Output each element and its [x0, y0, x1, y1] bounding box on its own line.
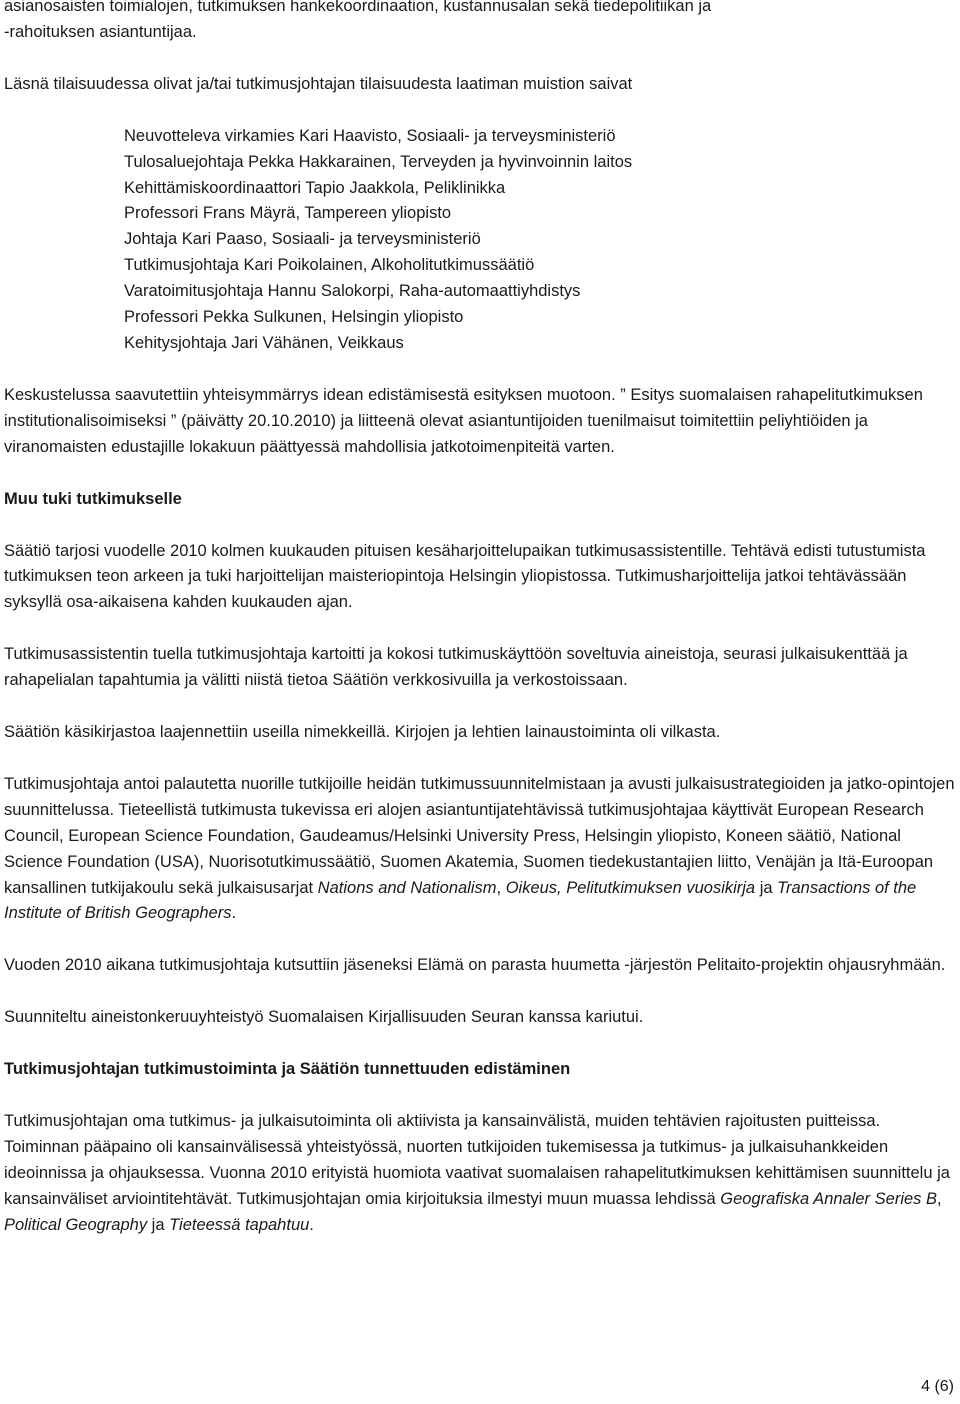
paragraph: Säätiö tarjosi vuodelle 2010 kolmen kuukauden pituisen kesäharjoittelupaikan tutkimusassistentille. Tehtävä edisti tutustumista tutkimuksen teon arkeen ja tuki harjoittelijan maisteriopintoja Helsingin yliopistossa. Tutkimusharjoittelija jatkoi tehtävässään syksyllä osa-aikaisena kahden kuukauden ajan.: [4, 541, 926, 612]
paragraph: Säätiön käsikirjastoa laajennettiin useilla nimekkeillä. Kirjojen ja lehtien lainaustoiminta oli vilkasta.: [4, 723, 721, 742]
discussion-paragraph: Keskustelussa saavutettiin yhteisymmärrys idean edistämisestä esityksen muotoon. ” Esitys suomalaisen rahapelitutkimuksen institutionalisoimiseksi ” (päivätty 20.10.2010) ja liitteenä olevat asiantuntijoiden tuenilmaisut toimitettiin peliyhtiöiden ja viranomaisten edustajille lokakuun päättyessä mahdollisia jatkotoimenpiteitä varten.: [4, 385, 923, 456]
attendee-item: Tulosaluejohtaja Pekka Hakkarainen, Terveyden ja hyvinvoinnin laitos: [124, 152, 633, 171]
intro-line-2: -rahoituksen asiantuntijaa.: [4, 22, 197, 41]
attendee-item: Kehittämiskoordinaattori Tapio Jaakkola, Peliklinikka: [124, 178, 506, 197]
journal-title: Political Geography: [4, 1215, 148, 1234]
period: .: [231, 904, 237, 923]
separator: ja: [147, 1215, 170, 1234]
attendee-item: Professori Pekka Sulkunen, Helsingin yliopisto: [124, 308, 464, 327]
attendance-intro: Läsnä tilaisuudessa olivat ja/tai tutkimusjohtajan tilaisuudesta laatiman muistion saivat: [4, 74, 633, 93]
attendee-list: [124, 124, 956, 357]
intro-line-1: asianosaisten toimialojen, tutkimuksen hankekoordinaation, kustannusalan sekä tiedepolitiikan ja: [4, 0, 712, 15]
paragraph: [4, 1109, 956, 1239]
publication-title: Nations and Nationalism: [317, 878, 497, 897]
attendee-item: Kehitysjohtaja Jari Vähänen, Veikkaus: [124, 333, 404, 352]
section-heading-other-support: Muu tuki tutkimukselle: [4, 489, 182, 508]
publication-title: Oikeus, Pelitutkimuksen vuosikirja: [505, 878, 756, 897]
separator: ja: [755, 878, 778, 897]
paragraph: Tutkimusassistentin tuella tutkimusjohtaja kartoitti ja kokosi tutkimuskäyttöön soveltuvia aineistoja, seurasi julkaisukenttää ja rahapelialan tapahtumia ja välitti niistä tietoa Säätiön verkkosivuilla ja verkostoissaan.: [4, 645, 908, 690]
separator: ,: [496, 878, 506, 897]
document-page: [4, 0, 956, 1239]
paragraph: [4, 772, 956, 927]
attendee-item: Johtaja Kari Paaso, Sosiaali- ja terveysministeriö: [124, 230, 481, 249]
attendee-item: Varatoimitusjohtaja Hannu Salokorpi, Raha-automaattiyhdistys: [124, 282, 581, 301]
attendee-item: Professori Frans Mäyrä, Tampereen yliopisto: [124, 204, 452, 223]
publication-title: Transactions of the Institute of British Geographers: [4, 878, 917, 923]
page-number: 4 (6): [921, 1378, 954, 1396]
attendee-item: Tutkimusjohtaja Kari Poikolainen, Alkoholitutkimussäätiö: [124, 256, 535, 275]
paragraph-text: Tutkimusjohtaja antoi palautetta nuorille tutkijoille heidän tutkimussuunnitelmistaan ja avusti julkaisustrategioiden ja jatko-opintojen suunnittelussa. Tieteellistä tutkimusta tukevissa eri alojen asiantuntijatehtävissä tutkimusjohtajaa käyttivät European Research Council, European Science Foundation, Gaudeamus/Helsinki University Press, Helsingin yliopisto, Koneen säätiö, National Science Foundation (USA), Nuorisotutkimussäätiö, Suomen Akatemia, Suomen tiedekustantajien liitto, Venäjän ja Itä-Euroopan kansallinen tutkijakoulu sekä julkaisusarjat: [4, 774, 955, 897]
paragraph: Suunniteltu aineistonkeruuyhteistyö Suomalaisen Kirjallisuuden Seuran kanssa kariutui.: [4, 1008, 644, 1027]
paragraph: Vuoden 2010 aikana tutkimusjohtaja kutsuttiin jäseneksi Elämä on parasta huumetta -järjestön Pelitaito-projektin ohjausryhmään.: [4, 956, 946, 975]
paragraph-text: Tutkimusjohtajan oma tutkimus- ja julkaisutoiminta oli aktiivista ja kansainvälistä, muiden tehtävien rajoitusten puitteissa. Toiminnan pääpaino oli kansainvälisessä yhteistyössä, nuorten tutkijoiden tukemisessa ja tutkimus- ja julkaisuhankkeiden ideoinnissa ja ohjauksessa. Vuonna 2010 erityistä huomiota vaativat suomalaisen rahapelitutkimuksen kehittämisen suunnittelu ja kansainväliset arviointitehtävät. Tutkimusjohtajan omia kirjoituksia ilmestyi muun muassa lehdissä: [4, 1112, 950, 1208]
attendee-item: Neuvotteleva virkamies Kari Haavisto, Sosiaali- ja terveysministeriö: [124, 126, 616, 145]
separator: ,: [937, 1189, 942, 1208]
journal-title: Tieteessä tapahtuu: [169, 1215, 310, 1234]
journal-title: Geografiska Annaler Series B: [720, 1189, 937, 1208]
period: .: [309, 1215, 314, 1234]
section-heading-research-activity: Tutkimusjohtajan tutkimustoiminta ja Säätiön tunnettuuden edistäminen: [4, 1060, 571, 1079]
